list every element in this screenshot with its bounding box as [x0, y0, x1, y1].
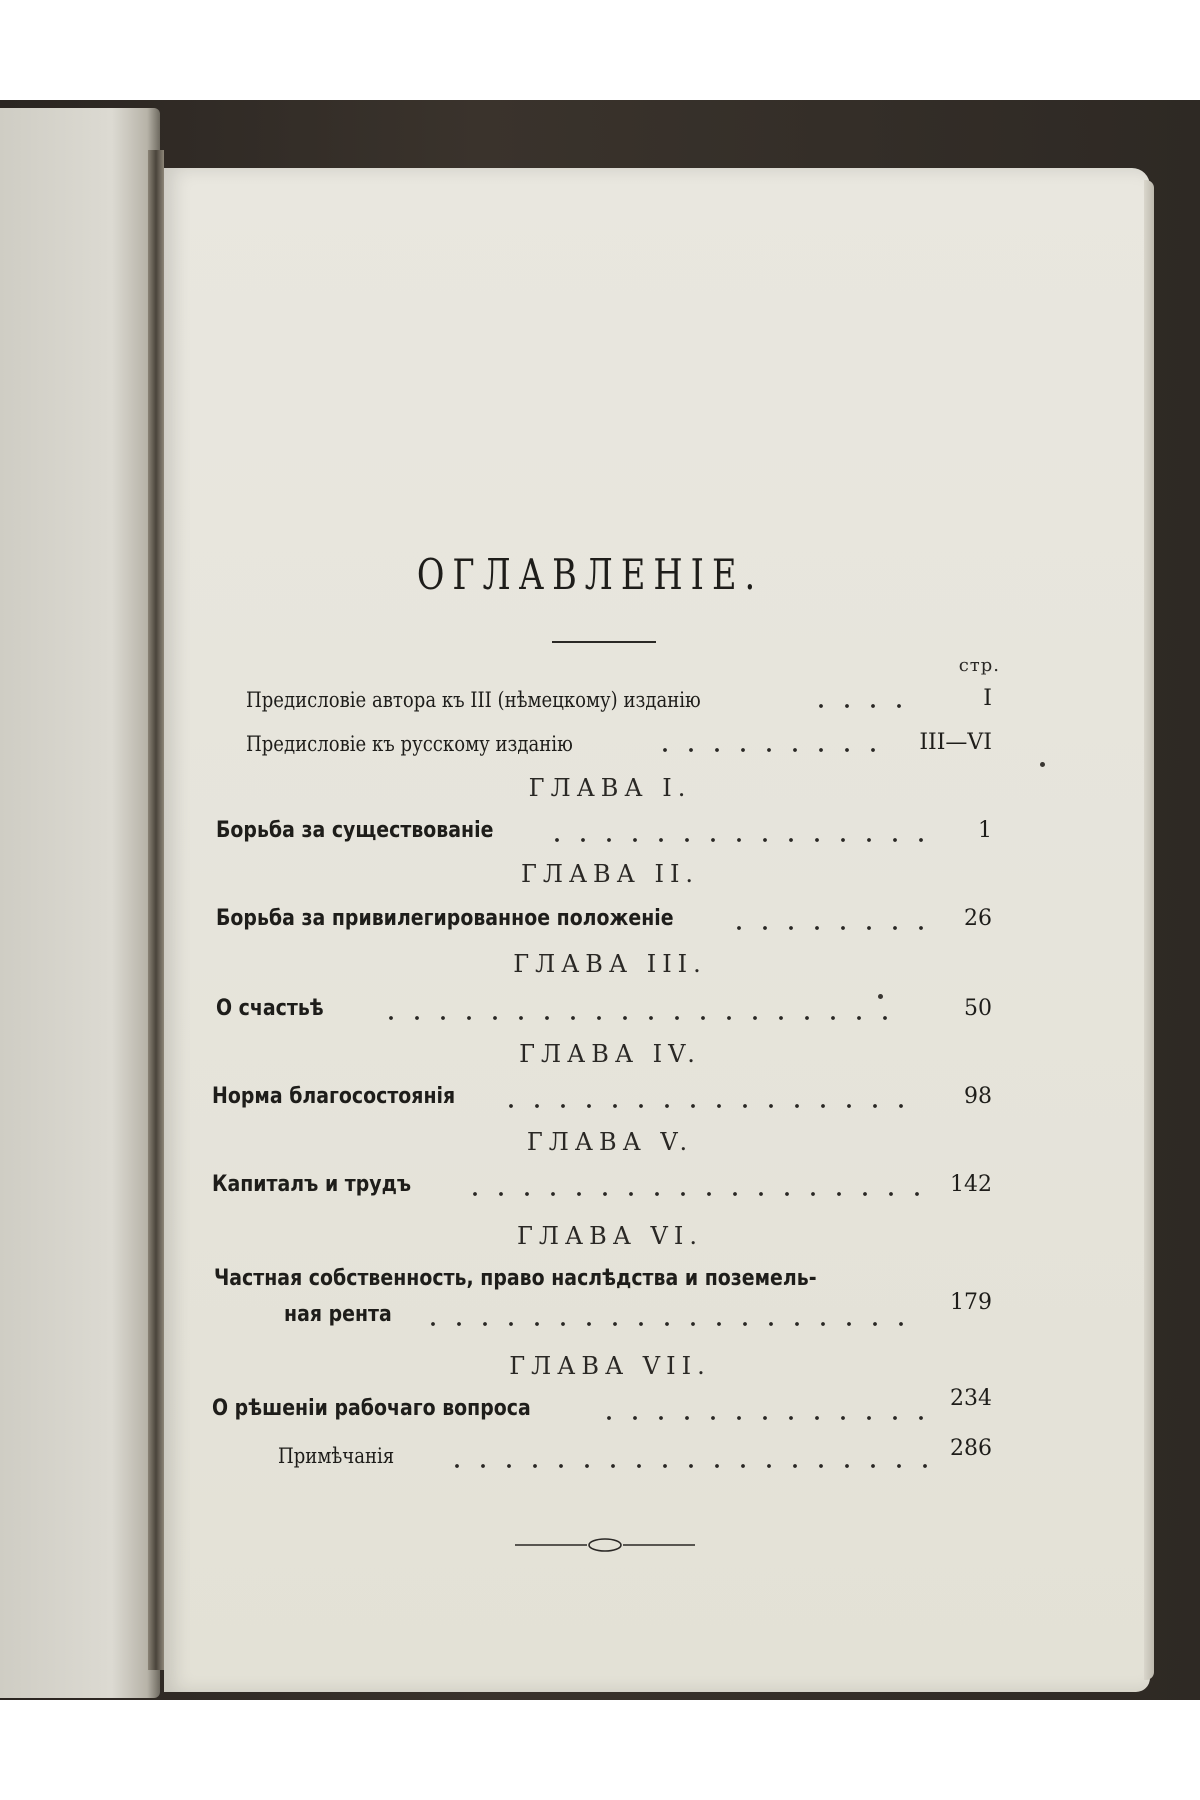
dot-leader	[378, 1016, 888, 1020]
chapter-heading: ГЛАВА IV.	[519, 1040, 701, 1068]
entry-title-line-2: ная рента	[284, 1302, 392, 1327]
chapter-heading: ГЛАВА III.	[513, 950, 707, 978]
chapter-heading: ГЛАВА II.	[520, 860, 700, 888]
page-title: ОГЛАВЛЕНІЕ.	[416, 550, 764, 599]
paper-speck	[1040, 762, 1045, 767]
toc-entry	[0, 1264, 1200, 1300]
chapter-heading: ГЛАВА I.	[528, 774, 692, 802]
dot-leader	[652, 748, 884, 752]
toc-entry	[0, 1386, 1200, 1430]
entry-title: О рѣшеніи рабочаго вопроса	[212, 1396, 531, 1421]
entry-title: Борьба за существованіе	[216, 818, 494, 843]
toc-entry-continuation	[0, 1290, 1200, 1336]
entry-title: О счастьѣ	[216, 996, 324, 1021]
dot-leader	[726, 926, 924, 930]
toc-entry	[0, 1082, 1200, 1118]
entry-page: 98	[964, 1084, 992, 1109]
entry-page: 26	[964, 906, 992, 931]
title-rule	[552, 641, 656, 643]
chapter-heading: ГЛАВА VI.	[517, 1222, 703, 1250]
entry-page: III—VI	[919, 730, 992, 755]
toc-entry	[0, 1170, 1200, 1206]
dot-leader	[462, 1192, 924, 1196]
entry-title: Предисловіе автора къ III (нѣмецкому) изданію	[246, 688, 701, 712]
dot-leader	[498, 1104, 924, 1108]
toc-entry	[0, 816, 1200, 852]
entry-page: 179	[950, 1290, 992, 1315]
toc-entry	[0, 1436, 1200, 1478]
paper-speck	[878, 994, 883, 999]
entry-title: Примѣчанія	[278, 1444, 395, 1468]
entry-title: Предисловіе къ русскому изданію	[246, 732, 573, 756]
entry-page: 142	[950, 1172, 992, 1197]
entry-page: 234	[950, 1386, 992, 1411]
toc-entry	[0, 904, 1200, 940]
entry-page: I	[983, 686, 992, 711]
chapter-heading: ГЛАВА V.	[526, 1128, 694, 1156]
toc-entry	[0, 684, 1200, 720]
dot-leader	[596, 1416, 932, 1420]
dot-leader	[444, 1464, 932, 1468]
toc-entry	[0, 728, 1200, 764]
pages-column-label: стр.	[958, 655, 1000, 676]
entry-title: Борьба за привилегированное положеніе	[216, 906, 674, 931]
end-ornament	[515, 1535, 695, 1555]
entry-title: Норма благосостоянія	[212, 1084, 456, 1109]
toc-entry	[0, 994, 1200, 1030]
entry-page: 286	[950, 1436, 992, 1461]
dot-leader	[544, 838, 924, 842]
dot-leader	[420, 1322, 924, 1326]
entry-page: 50	[964, 996, 992, 1021]
entry-title-line-1: Частная собственность, право наслѣдства и поземель-	[214, 1266, 817, 1291]
entry-page: 1	[978, 818, 992, 843]
chapter-heading: ГЛАВА VII.	[509, 1352, 711, 1380]
entry-title: Капиталъ и трудъ	[212, 1172, 412, 1197]
